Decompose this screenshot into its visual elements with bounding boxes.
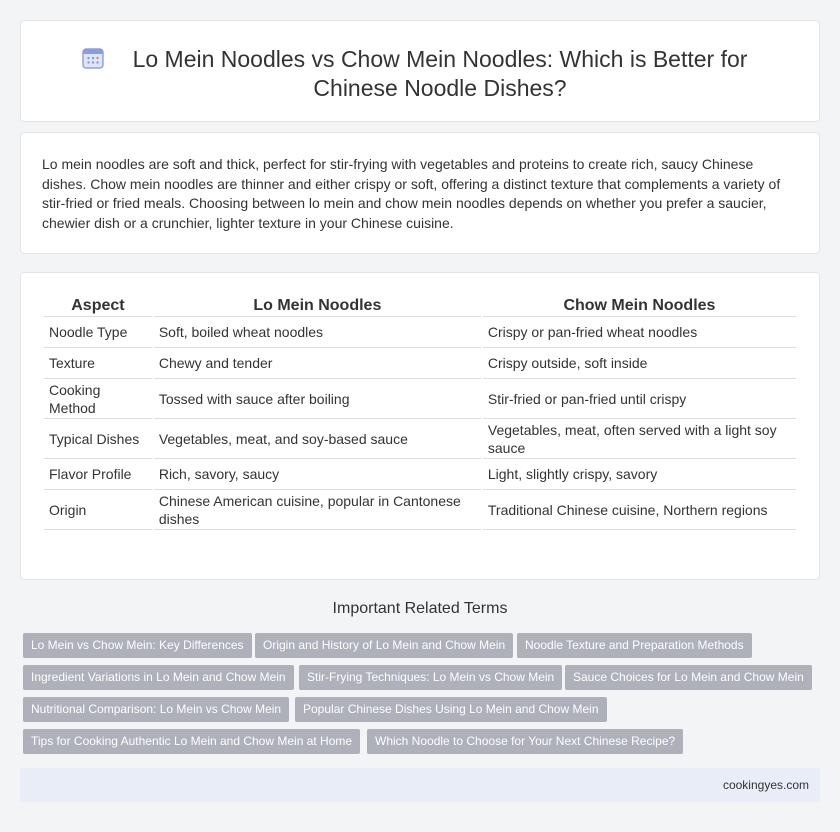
table-cell: Rich, savory, saucy: [154, 459, 481, 490]
table-cell: Light, slightly crispy, savory: [483, 459, 796, 490]
column-header-lo-mein: Lo Mein Noodles: [154, 295, 481, 317]
related-term-tag[interactable]: Lo Mein vs Chow Mein: Key Differences: [23, 633, 252, 658]
related-terms-heading: Important Related Terms: [332, 600, 508, 617]
intro-paragraph: Lo mein noodles are soft and thick, perfect for stir-frying with vegetables and proteins to create rich, saucy Chinese dishes. Chow mein noodles are thinner and either crispy or soft, offering a distinct texture that complements a variety of stir-fried or fried meals. Choosing between lo mein and chow mein noodles depends on whether you prefer a saucier, chewier dish or a crunchier, lighter texture in your Chinese cuisine.: [42, 156, 781, 231]
table-cell: Noodle Type: [44, 317, 152, 348]
footer-site-name: cookingyes.com: [722, 778, 809, 792]
comparison-table: [42, 295, 798, 530]
table-cell: Crispy outside, soft inside: [483, 348, 796, 379]
page-title: Lo Mein Noodles vs Chow Mein Noodles: Which is Better for Chinese Noodle Dishes?: [132, 46, 748, 101]
table-header-row: [44, 295, 796, 317]
related-term-tag[interactable]: Tips for Cooking Authentic Lo Mein and Chow Mein at Home: [23, 729, 360, 754]
table-cell: Traditional Chinese cuisine, Northern regions: [483, 490, 796, 530]
table-row: [44, 348, 796, 379]
table-cell: Crispy or pan-fried wheat noodles: [483, 317, 796, 348]
related-term-tag[interactable]: Ingredient Variations in Lo Mein and Chow Mein: [23, 665, 294, 690]
table-cell: Vegetables, meat, and soy-based sauce: [154, 419, 481, 459]
related-term-tag[interactable]: Sauce Choices for Lo Mein and Chow Mein: [565, 665, 812, 690]
table-row: [44, 490, 796, 530]
related-term-tag[interactable]: Stir-Frying Techniques: Lo Mein vs Chow Mein: [299, 665, 562, 690]
intro-card: [20, 132, 820, 254]
table-row: [44, 419, 796, 459]
table-cell: Vegetables, meat, often served with a light soy sauce: [483, 419, 796, 459]
column-header-chow-mein: Chow Mein Noodles: [483, 295, 796, 317]
table-cell: Texture: [44, 348, 152, 379]
related-term-tag[interactable]: Popular Chinese Dishes Using Lo Mein and Chow Mein: [295, 697, 607, 722]
table-cell: Tossed with sauce after boiling: [154, 379, 481, 419]
footer: [20, 768, 820, 802]
table-row: [44, 379, 796, 419]
title-card: [20, 20, 820, 122]
table-cell: Origin: [44, 490, 152, 530]
table-cell: Chewy and tender: [154, 348, 481, 379]
related-term-tag[interactable]: Noodle Texture and Preparation Methods: [517, 633, 752, 658]
table-cell: Chinese American cuisine, popular in Cantonese dishes: [154, 490, 481, 530]
table-row: [44, 459, 796, 490]
related-term-tag[interactable]: Nutritional Comparison: Lo Mein vs Chow Mein: [23, 697, 289, 722]
table-row: [44, 317, 796, 348]
related-term-tag[interactable]: Which Noodle to Choose for Your Next Chinese Recipe?: [367, 729, 683, 754]
table-cell: Typical Dishes: [44, 419, 152, 459]
table-cell: Flavor Profile: [44, 459, 152, 490]
table-cell: Cooking Method: [44, 379, 152, 419]
related-term-tag[interactable]: Origin and History of Lo Mein and Chow Mein: [255, 633, 513, 658]
table-cell: Soft, boiled wheat noodles: [154, 317, 481, 348]
table-cell: Stir-fried or pan-fried until crispy: [483, 379, 796, 419]
comparison-card: [20, 272, 820, 580]
column-header-aspect: Aspect: [44, 295, 152, 317]
